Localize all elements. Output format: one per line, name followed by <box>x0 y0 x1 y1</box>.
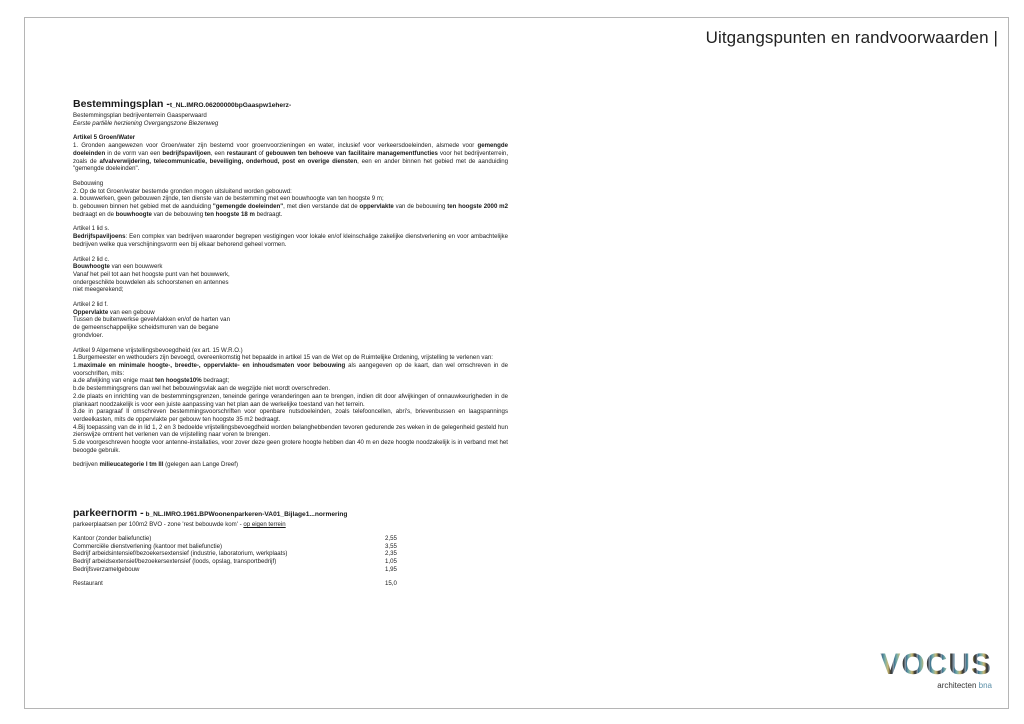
art9-title: Artikel 9 Algemene vrijstellingsbevoegdheid (ex art. 15 W.R.O.) <box>73 346 243 354</box>
art9-paragraph1: 1.Burgemeester en wethouders zijn bevoegd, overeenkomstig het bepaalde in artikel 15 van de Wet op de Ruimtelijke Ordening, vrijstelling te verlenen van: <box>73 354 493 362</box>
art2c-line3: niet meegerekend; <box>73 286 124 294</box>
art9-paragraph8: 5.de voorgeschreven hoogte voor antenne-installaties, voor zover deze geen grotere hoogte hebben dan 40 m en deze hoogte noodzakelijk is in verband met het beoogde gebruik. <box>73 439 508 454</box>
logo-wordmark: VOCUS <box>870 650 992 680</box>
table-row: Commerciële dienstverlening (kantoor met baliefunctie) 3,55 <box>73 542 397 550</box>
bebouwing-line3: b. gebouwen binnen het gebied met de aanduiding "gemengde doeleinden", met dien verstande dat de oppervlakte van de bebouwing ten hoogste 2000 m2 bedraagt en de bouwhoogte van de bebouwing ten hoogste 18 m bedraagt. <box>73 203 508 218</box>
table-row: Bedrijfsverzamelgebouw 1,95 <box>73 565 397 573</box>
art9-paragraph4: b.de bestemmingsgrens dan wel het bebouwingsvlak aan de wegzijde niet wordt overschreden. <box>73 385 331 393</box>
page-header-title: Uitgangspunten en randvoorwaarden | <box>705 28 998 47</box>
art1-definition: Bedrijfspaviljoens: Een complex van bedrijven waaronder begrepen vestigingen voor lokale en/of kleinschalige zakelijke dienstverlening en voor ambachtelijke bedrijven welke qua verschijningsvorm een bij elkaar behorend geheel vormen. <box>73 233 508 248</box>
art2c-line1: Vanaf het peil tot aan het hoogste punt van het bouwwerk, <box>73 270 230 278</box>
bebouwing-title: Bebouwing <box>73 179 104 187</box>
art2c-line2: ondergeschikte bouwdelen als schoorstenen en antennes <box>73 278 229 286</box>
table-row: Bedrijf arbeidsextensief/bezoekersextensief (loods, opslag, transportbedrijf) 1,05 <box>73 557 397 565</box>
bestemmingsplan-code: t_NL.IMRO.06200000bpGaaspw1eherz- <box>169 102 292 109</box>
document-page <box>24 17 1009 709</box>
art2c-term: Bouwhoogte van een bouwwerk <box>73 263 163 271</box>
art9-paragraph7: 4.Bij toepassing van de in lid 1, 2 en 3 bedoelde vrijstellingsbevoegdheid worden belanghebbenden tevoren gedurende zes weken in de gelegenheid gesteld hun zienswijze omtrent het verlenen van de vrijstelling naar voren te brengen. <box>73 423 508 439</box>
art9-paragraph2: 1.maximale en minimale hoogte-, breedte-, oppervlakte- en inhoudsmaten voor bebouwing als aangegeven op de kaart, dan wel omschreven in de voorschriften, mits: <box>73 361 508 377</box>
parkeernorm-heading <box>73 507 508 521</box>
logo-subtitle: architecten bna <box>937 681 992 690</box>
document-content <box>73 98 508 588</box>
art2f-title: Artikel 2 lid f. <box>73 301 108 309</box>
art2f-line2: de gemeenschappelijke scheidsmuren van de begane <box>73 324 219 332</box>
vocus-logo <box>870 650 992 690</box>
bestemmingsplan-line2: Eerste partiële herziening Overgangszone Biezenweg <box>73 119 219 127</box>
bebouwing-line1: 2. Op de tot Groen/water bestemde gronden mogen uitsluitend worden gebouwd: <box>73 187 292 195</box>
parkeernorm-table <box>73 535 407 588</box>
bestemmingsplan-heading <box>73 98 508 112</box>
art2f-term: Oppervlakte van een gebouw <box>73 308 155 316</box>
table-row-restaurant: Restaurant 15,0 <box>73 580 397 588</box>
bestemmingsplan-title: Bestemmingsplan - <box>73 98 170 110</box>
bebouwing-line2: a. bouwwerken, geen gebouwen zijnde, ten dienste van de bestemming met een bouwhoogte van ten hoogste 9 m; <box>73 195 384 203</box>
parkeernorm-title: parkeernorm - <box>73 507 144 520</box>
art9-paragraph3: a.de afwijking van enige maat ten hoogste10% bedraagt; <box>73 377 230 385</box>
art9-paragraph6: 3.de in paragraaf II omschreven bestemmingsvoorschriften voor openbare nutsdoeleinden, zoals telefooncellen, abri's, brievenbussen en laagspannings verdeelkasten, mits de oppervlakte per gebouw ten hoogste 35 m2 bedraagt. <box>73 408 508 423</box>
art5-paragraph1: 1. Gronden aangewezen voor Groen/water zijn bestemd voor groenvoorzieningen en water, inclusief voor verkeersdoeleinden, alsmede voor gemengde doeleinden in de vorm van een bedrijfspaviljoen, een restaurant of gebouwen ten behoeve van facilitaire managementfuncties voor het bedrijventerrein, zoals de afvalverwijdering, telecommunicatie, beveiliging, onderhoud, post en overige diensten, een en ander binnen het gebied met de aanduiding "gemengde doeleinden". <box>73 142 509 173</box>
parkeernorm-code: b_NL.IMRO.1961.BPWoonenparkeren-VA01_Bijlage1...normering <box>143 511 348 519</box>
milieucategorie-line: bedrijven milieucategorie I tm III (gelegen aan Lange Dreef) <box>73 461 238 469</box>
table-row: Kantoor (zonder baliefunctie) 2,55 <box>73 534 397 542</box>
art1-title: Artikel 1 lid s. <box>73 225 110 233</box>
art2f-line3: grondvloer. <box>73 331 104 339</box>
art9-paragraph5: 2.de plaats en inrichting van de bestemmingsgrenzen, teneinde geringe veranderingen aan te brengen, indien dit door afwijkingen of onnauwkeurigheden in de plankaart noodzakelijk is voor een juiste aanpassing van het plan aan de werkelijke toestand van het terrein. <box>73 392 508 408</box>
art5-title: Artikel 5 Groen/Water <box>73 134 136 142</box>
art2c-title: Artikel 2 lid c. <box>73 255 110 263</box>
art2f-line1: Tussen de buitenwerkse gevelvlakken en/of de harten van <box>73 316 230 324</box>
parkeernorm-subtitle: parkeerplaatsen per 100m2 BVO - zone 'rest bebouwde kom' - op eigen terrein <box>73 521 286 529</box>
bestemmingsplan-line1: Bestemmingsplan bedrijventerrein Gaasperwaard <box>73 112 207 119</box>
table-row: Bedrijf arbeidsintensief/bezoekersextensief (industrie, laboratorium, werkplaats) 2,35 <box>73 550 397 558</box>
